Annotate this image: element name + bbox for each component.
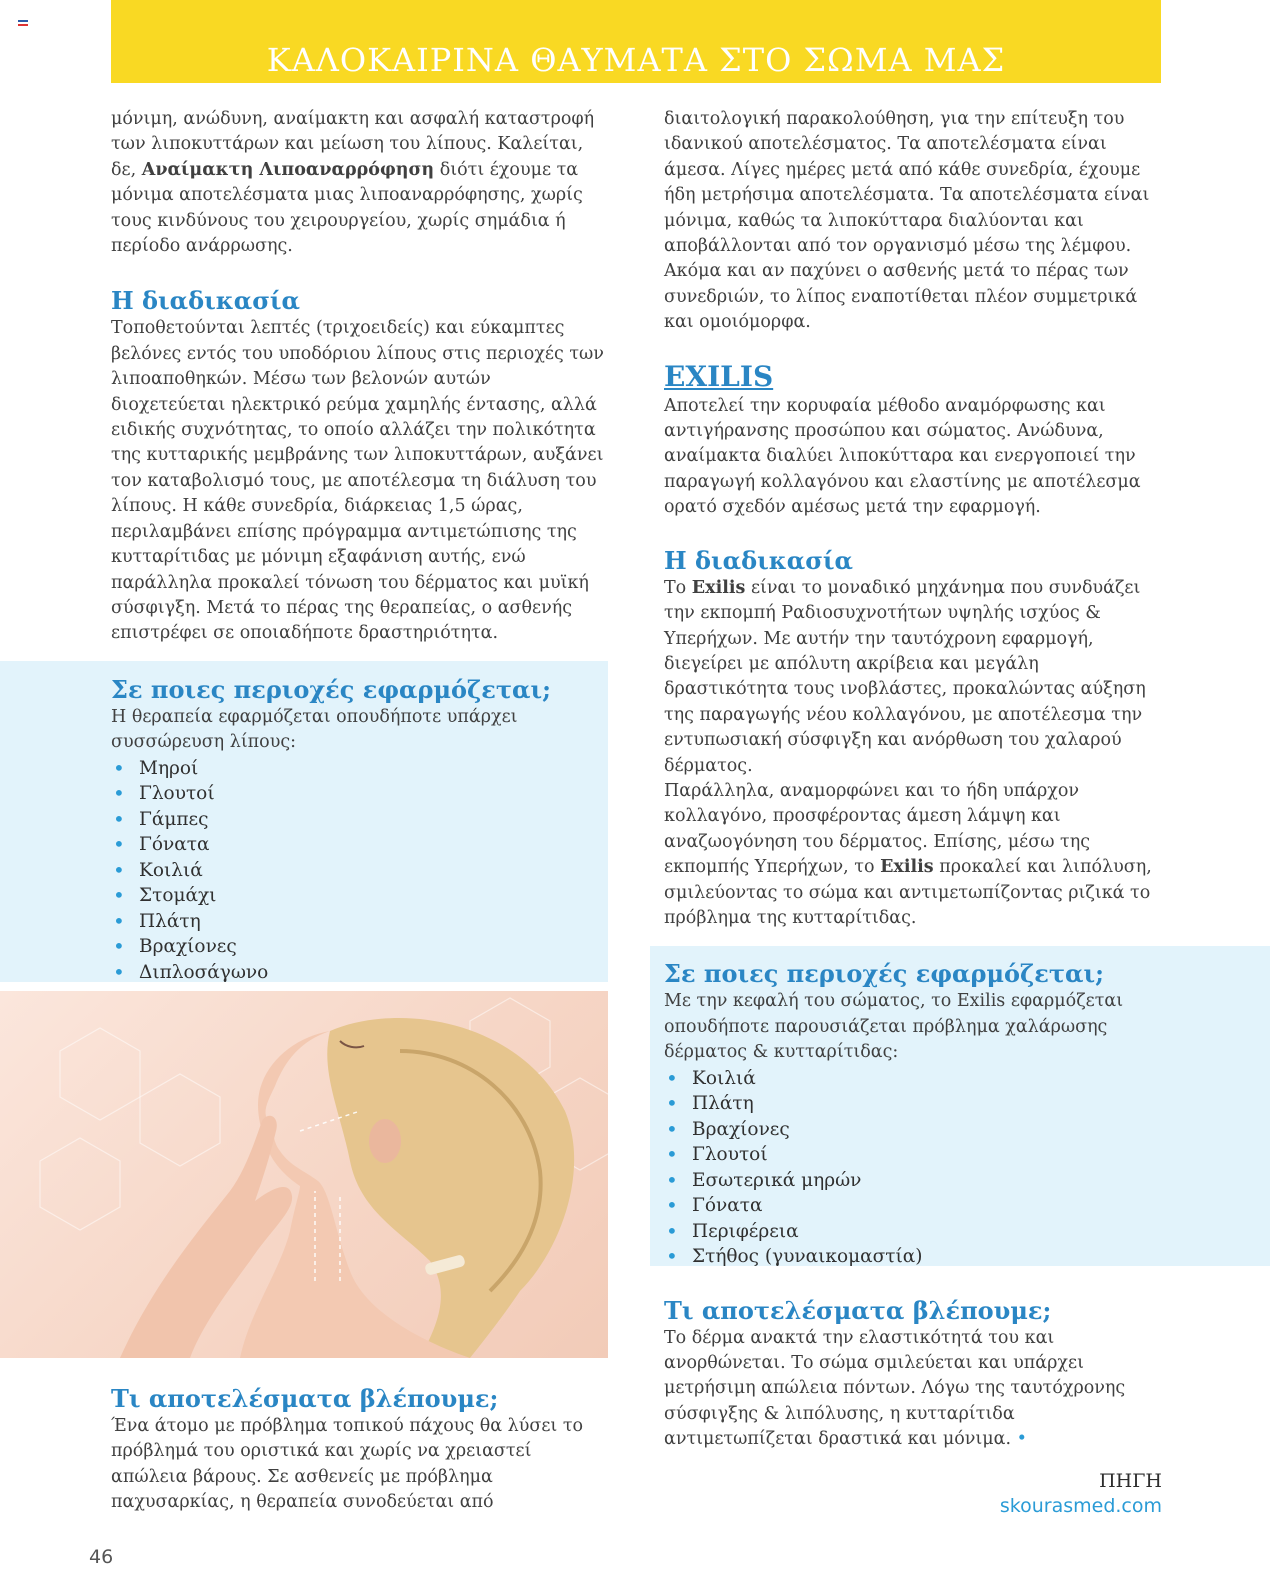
process-bold-exilis: Exilis bbox=[691, 577, 746, 598]
list-item: • Κοιλιά bbox=[664, 1066, 1154, 1092]
left-results-heading: Τι αποτελέσματα βλέπουμε; bbox=[111, 1384, 499, 1413]
right-column bbox=[664, 107, 1154, 1453]
list-item: • Στήθος (γυναικομαστία) bbox=[664, 1244, 1154, 1270]
exilis-heading: EXILIS bbox=[664, 359, 774, 393]
list-item: • Κοιλιά bbox=[111, 858, 606, 884]
right-process-text bbox=[664, 576, 1154, 779]
right-areas-heading: Σε ποιες περιοχές εφαρμόζεται; bbox=[664, 959, 1104, 989]
woman-neck-photo bbox=[0, 991, 608, 1358]
list-item: • Βραχίονες bbox=[111, 934, 606, 960]
list-item: • Μηροί bbox=[111, 756, 606, 782]
list-item: • Πλάτη bbox=[664, 1091, 1154, 1117]
right-process-heading: Η διαδικασία bbox=[664, 545, 853, 575]
exilis-text: Αποτελεί την κορυφαία μέθοδο αναμόρφωσης και αντιγήρανσης προσώπου και σώματος. Ανώδυνα, αναίμακτα διαλύει λιποκύτταρα και ενεργοποιεί την παραγωγή κολλαγόνου και ελαστίνης με αποτέλεσμα ορατό σχεδόν αμέσως μετά την εφαρμογή. bbox=[664, 395, 1141, 518]
end-mark: • bbox=[1016, 1429, 1027, 1450]
left-column bbox=[111, 107, 606, 985]
list-item: • Πλάτη bbox=[111, 909, 606, 935]
list-item: • Βραχίονες bbox=[664, 1117, 1154, 1143]
list-item: • Γόνατα bbox=[664, 1193, 1154, 1219]
right-areas-text: Με την κεφαλή του σώματος, το Exilis εφαρμόζεται οπουδήποτε παρουσιάζεται πρόβλημα χαλάρωσης δέρματος & κυτταρίτιδας: bbox=[664, 991, 1124, 1063]
results-text: Το δέρμα ανακτά την ελαστικότητά του και ανορθώνεται. Το σώμα σμιλεύεται και υπάρχει μετρήσιμη απώλεια πόντων. Λόγω της ταυτόχρονης σύσφιγξης & λιπόλυσης, η κυτταρίτιδα αντιμετωπίζεται δραστικά και μόνιμα. bbox=[664, 1327, 1126, 1450]
source-label: ΠΗΓΗ bbox=[1099, 1470, 1162, 1492]
photo-illustration bbox=[0, 991, 608, 1358]
process-bold-exilis-2: Exilis bbox=[880, 857, 934, 878]
list-item: • Γλουτοί bbox=[664, 1142, 1154, 1168]
left-intro bbox=[111, 107, 606, 259]
process-text-c: Παράλληλα, αναμορφώνει και το ήδη υπάρχον κολλαγόνο, προσφέροντας άμεση λάμψη και αναζωογόνηση του δέρματος. Επίσης, μέσω της εκπομπής Υπερήχων, το bbox=[664, 780, 1090, 878]
page-title: ΚΑΛΟΚΑΙΡΙΝΑ ΘΑΥΜΑΤΑ ΣΤΟ ΣΩΜΑ ΜΑΣ bbox=[266, 41, 1006, 79]
menu-icon[interactable] bbox=[18, 20, 28, 28]
source-block bbox=[1000, 1468, 1162, 1518]
right-areas-list bbox=[664, 1066, 1154, 1270]
list-item: • Γόνατα bbox=[111, 832, 606, 858]
intro-bold: Αναίμακτη Λιποαναρρόφηση bbox=[141, 159, 435, 180]
list-item: • Εσωτερικά μηρών bbox=[664, 1168, 1154, 1194]
left-process-heading: Η διαδικασία bbox=[111, 286, 300, 316]
left-results-text: Ένα άτομο με πρόβλημα τοπικού πάχους θα λύσει το πρόβλημά του οριστικά και χωρίς να χρειαστεί απώλεια βάρους. Σε ασθενείς με πρόβλημα παχυσαρκίας, η θεραπεία συνοδεύεται από bbox=[111, 1416, 584, 1513]
list-item: • Διπλοσάγωνο bbox=[111, 960, 606, 986]
process-text-b: είναι το μοναδικό μηχάνημα που συνδυάζει την εκπομπή Ραδιοσυχνοτήτων υψηλής ισχύος & Υπερήχων. Με αυτήν την ταυτόχρονη εφαρμογή, διεγείρει με απόλυτη ακρίβεια και μεγάλη δραστικότητα τους ινοβλάστες, προκαλώντας αύξηση της παραγωγής νέου κολλαγόνου, με αποτέλεσμα την εντυπωσιακή σύσφιγξη και ανόρθωση του χαλαρού δέρματος. bbox=[664, 577, 1146, 776]
right-process-text-2 bbox=[664, 779, 1154, 931]
list-item: • Στομάχι bbox=[111, 883, 606, 909]
source-link[interactable]: skourasmed.com bbox=[999, 1495, 1162, 1517]
list-item: • Γάμπες bbox=[111, 807, 606, 833]
right-results-heading: Τι αποτελέσματα βλέπουμε; bbox=[664, 1295, 1052, 1325]
header-banner bbox=[111, 0, 1161, 83]
right-results-text bbox=[664, 1326, 1154, 1453]
process-text-d: προκαλεί και λιπόλυση, σμιλεύοντας το σώμα και αντιμετωπίζοντας ριζικά το πρόβλημα της κυτταρίτιδας. bbox=[664, 857, 1152, 928]
process-text-a: Το bbox=[664, 577, 687, 598]
right-continued-text: διαιτολογική παρακολούθηση, για την επίτευξη του ιδανικού αποτελέσματος. Τα αποτελέσματα είναι άμεσα. Λίγες ημέρες μετά από κάθε συνεδρία, έχουμε ήδη μετρήσιμα αποτελέσματα. Τα αποτελέσματα είναι μόνιμα, καθώς τα λιποκύτταρα διαλύονται και αποβάλλονται από τον οργανισμό μέσω της λέμφου. Ακόμα και αν παχύνει ο ασθενής μετά το πέρας των συνεδριών, το λίπος εναποτίθεται πλέον συμμετρικά και ομοιόμορφα. bbox=[664, 109, 1150, 333]
left-areas-list bbox=[111, 756, 606, 986]
left-process-text: Τοποθετούνται λεπτές (τριχοειδείς) και εύκαμπτες βελόνες εντός του υποδόριου λίπους στις περιοχές των λιποαποθηκών. Μέσω των βελονών αυτών διοχετεύεται ηλεκτρικό ρεύμα χαμηλής έντασης, αλλά ειδικής συχνότητας, το οποίο αλλάζει την πολικότητα της κυτταρικής μεμβράνης των λιποκυττάρων, αυξάνει τον καταβολισμό τους, με αποτέλεσμα τη διάλυση του λίπους. Η κάθε συνεδρία, διάρκειας 1,5 ώρας, περιλαμβάνει επίσης πρόγραμμα αντιμετώπισης της κυτταρίτιδας με μόνιμη εξαφάνιση αυτής, ενώ παράλληλα προκαλεί τόνωση του δέρματος και μυϊκή σύσφιγξη. Μετά το πέρας της θεραπείας, ο ασθενής επιστρέφει σε οποιαδήποτε δραστηριότητα. bbox=[111, 318, 604, 644]
page-number: 46 bbox=[89, 1546, 114, 1568]
left-areas-heading: Σε ποιες περιοχές εφαρμόζεται; bbox=[111, 674, 551, 704]
intro-text-b: διότι έχουμε τα μόνιμα αποτελέσματα μιας λιποαναρρόφησης, χωρίς τους κινδύνους του χειρουργείου, χωρίς σημάδια ή περίοδο ανάρρωσης. bbox=[111, 159, 583, 257]
list-item: • Περιφέρεια bbox=[664, 1219, 1154, 1245]
list-item: • Γλουτοί bbox=[111, 781, 606, 807]
intro-text-a: μόνιμη, ανώδυνη, αναίμακτη και ασφαλή καταστροφή των λιποκυττάρων και μείωση του λίπους. Καλείται, δε, bbox=[111, 109, 595, 180]
left-results bbox=[111, 1384, 606, 1516]
left-areas-text: Η θεραπεία εφαρμόζεται οπουδήποτε υπάρχει συσσώρευση λίπους: bbox=[111, 706, 518, 753]
